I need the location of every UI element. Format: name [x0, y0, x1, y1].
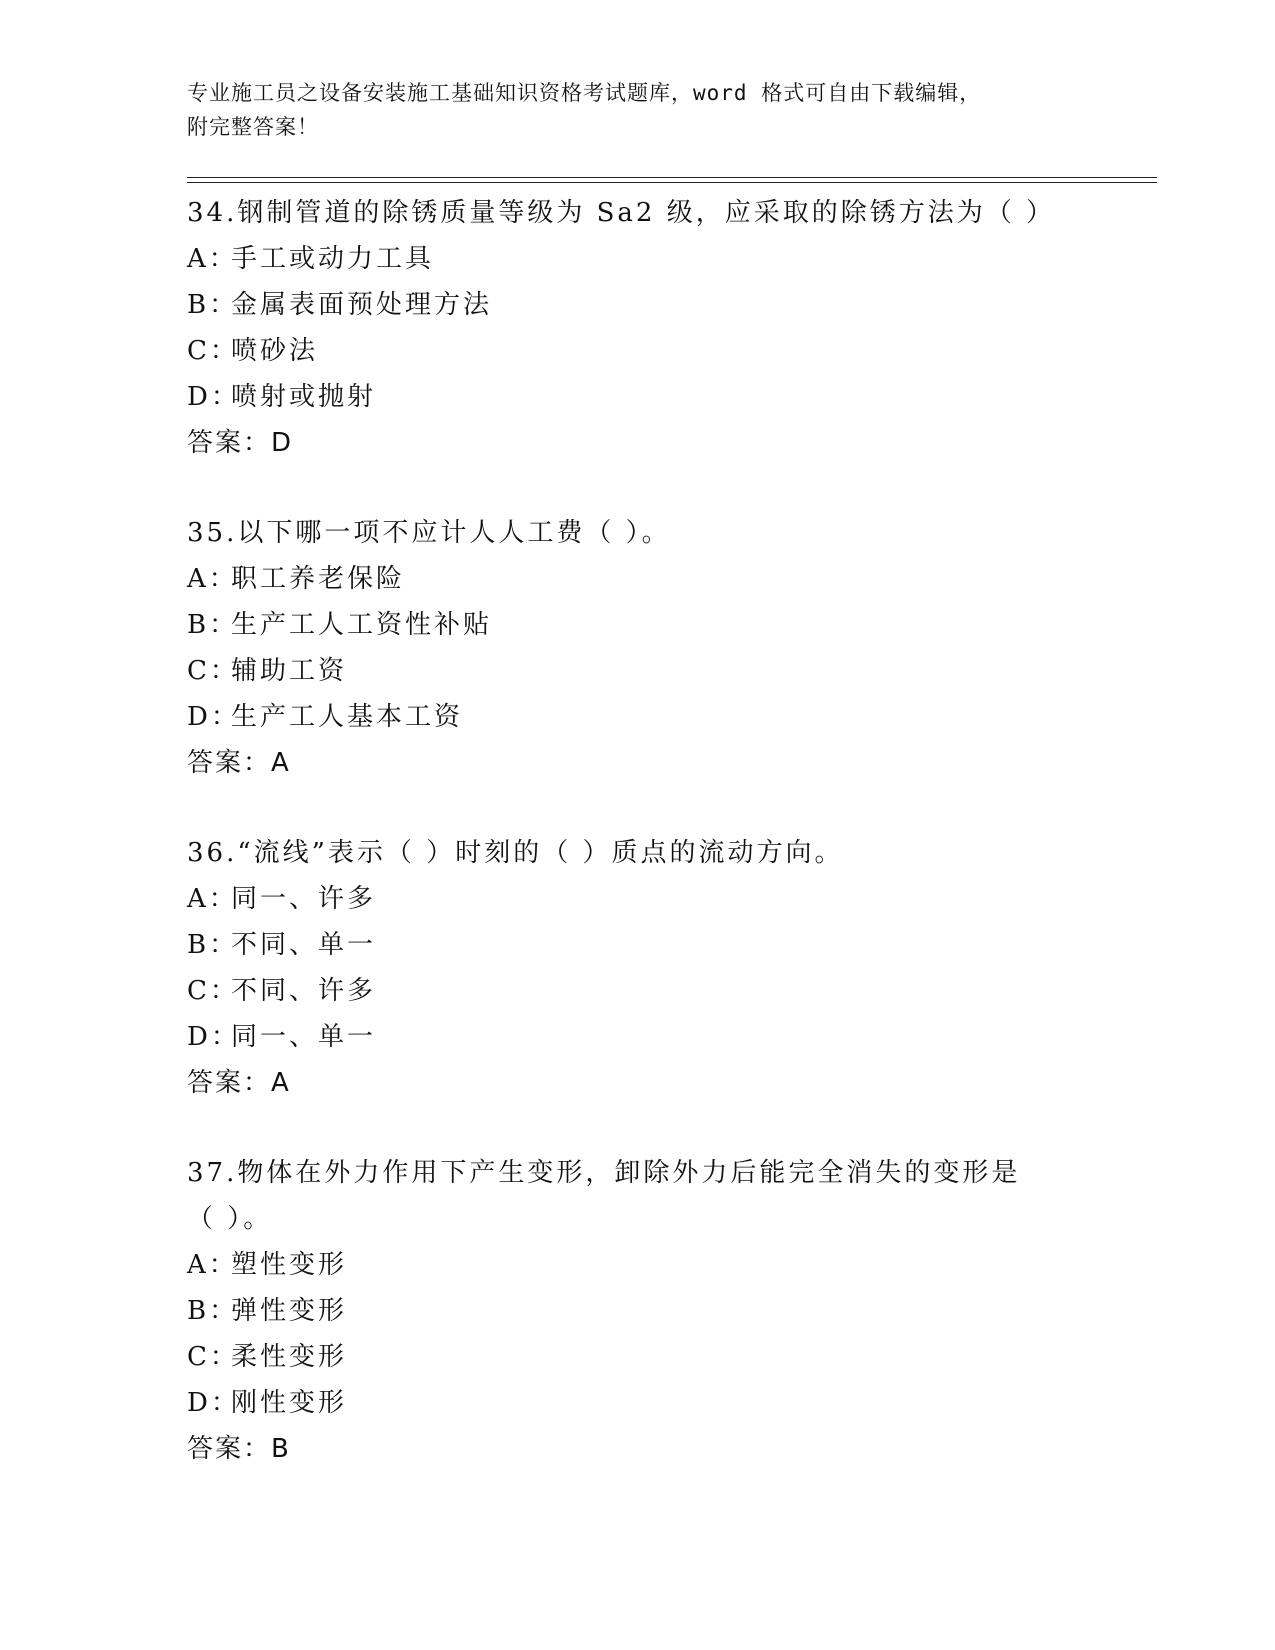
- question-list: [187, 190, 1087, 1516]
- option-d: [187, 1380, 1087, 1426]
- option-key: B：: [187, 290, 239, 320]
- option-key: D：: [187, 1022, 240, 1052]
- option-key: D：: [187, 702, 240, 732]
- option-c: [187, 328, 1087, 374]
- option-key: B：: [187, 610, 239, 640]
- option-b: [187, 922, 1087, 968]
- document-header: [187, 76, 1067, 144]
- option-text: 手工或动力工具: [231, 244, 435, 274]
- option-text: 塑性变形: [231, 1250, 348, 1280]
- answer-label: 答案：A: [187, 748, 291, 778]
- option-text: 喷砂法: [231, 336, 319, 366]
- option-a: [187, 556, 1087, 602]
- option-a: [187, 876, 1087, 922]
- answer-label: 答案：B: [187, 1434, 291, 1464]
- option-text: 同一、单一: [231, 1022, 377, 1052]
- option-d: [187, 694, 1087, 740]
- header-divider-bottom: [187, 182, 1157, 183]
- option-text: 辅助工资: [231, 656, 348, 686]
- option-key: C：: [187, 976, 239, 1006]
- option-text: 弹性变形: [231, 1296, 348, 1326]
- option-b: [187, 282, 1087, 328]
- question-34: [187, 190, 1087, 466]
- answer-label: 答案：D: [187, 428, 294, 458]
- option-b: [187, 1288, 1087, 1334]
- option-text: 金属表面预处理方法: [231, 290, 493, 320]
- answer-label: 答案：A: [187, 1068, 291, 1098]
- option-d: [187, 374, 1087, 420]
- option-key: A：: [187, 1250, 238, 1280]
- option-c: [187, 648, 1087, 694]
- header-title-line-2: 附完整答案！: [187, 115, 319, 139]
- option-a: [187, 1242, 1087, 1288]
- option-key: C：: [187, 656, 239, 686]
- option-text: 职工养老保险: [231, 564, 406, 594]
- question-35: [187, 510, 1087, 786]
- option-c: [187, 968, 1087, 1014]
- header-title-line-1: 专业施工员之设备安装施工基础知识资格考试题库，word 格式可自由下载编辑，: [187, 81, 982, 105]
- option-key: A：: [187, 564, 238, 594]
- option-key: D：: [187, 1388, 240, 1418]
- option-d: [187, 1014, 1087, 1060]
- option-c: [187, 1334, 1087, 1380]
- option-key: D：: [187, 382, 240, 412]
- option-key: A：: [187, 244, 238, 274]
- option-key: B：: [187, 1296, 239, 1326]
- option-key: C：: [187, 336, 239, 366]
- question-stem: 37.物体在外力作用下产生变形，卸除外力后能完全消失的变形是（ ）。: [187, 1158, 1021, 1234]
- question-stem: 34.钢制管道的除锈质量等级为 Sa2 级，应采取的除锈方法为（ ）: [187, 198, 1055, 228]
- question-37: [187, 1150, 1087, 1472]
- question-36: [187, 830, 1087, 1106]
- option-text: 柔性变形: [231, 1342, 348, 1372]
- option-text: 不同、许多: [231, 976, 377, 1006]
- option-text: 刚性变形: [231, 1388, 348, 1418]
- header-divider-top: [187, 177, 1157, 178]
- option-text: 生产工人工资性补贴: [231, 610, 493, 640]
- option-b: [187, 602, 1087, 648]
- option-text: 喷射或抛射: [231, 382, 377, 412]
- option-text: 生产工人基本工资: [231, 702, 464, 732]
- question-stem: 35.以下哪一项不应计人人工费（ ）。: [187, 518, 671, 548]
- option-text: 同一、许多: [231, 884, 377, 914]
- option-key: C：: [187, 1342, 239, 1372]
- option-text: 不同、单一: [231, 930, 377, 960]
- option-key: B：: [187, 930, 239, 960]
- question-stem: 36.“流线”表示（ ）时刻的（ ）质点的流动方向。: [187, 838, 844, 868]
- option-key: A：: [187, 884, 238, 914]
- option-a: [187, 236, 1087, 282]
